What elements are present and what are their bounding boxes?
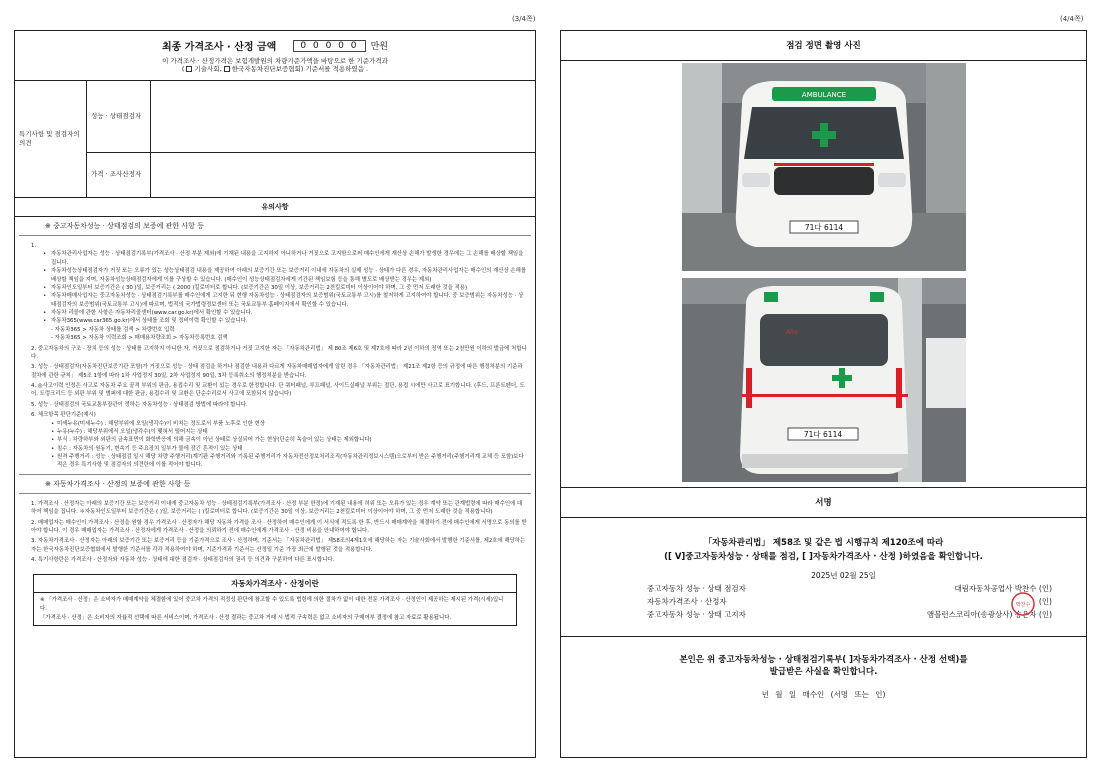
- opinion-label: 특기사항 및 점검자의 의견: [15, 81, 87, 197]
- sign-title: 서명: [561, 488, 1086, 518]
- final-desc-line1: 이 가격조사 · 산정가격은 보험개발원의 차량기준가액을 바탕으로 한 기준가격과: [162, 57, 388, 65]
- section1-sub: - 자동차365 > 자동차 상태를 검색 > 차량번호 입력: [51, 326, 175, 333]
- statement-line2: ([ V]중고자동차성능 · 상태를 점검, [ ]자동차가격조사 · 산정 )하였음을 확인합니다.: [664, 552, 983, 562]
- photo-area: [561, 61, 1086, 488]
- section2-body: [15, 494, 535, 569]
- appraisal-line: 「가격조사 · 산정」은 소비자의 자율적 선택에 따른 서비스이며, 가격조사 · 산정 결과는 중고차 거래 시 법적 구속력은 없고 소비자의 구매여부 결정에 참고 자료로 활용됩니다.: [40, 614, 452, 621]
- section2-item-3: 3. 자동차가격조사 · 산정자는 아래의 보증기간 또는 보증거리 등을 기준가격으로 조사 · 산정하며, 기준서는 「자동차관리법」 제58조의4제1호에 해당하는 자는 기술사회에서 발행한 기준서를, 제2호에 해당하는 자는 한국자동차진단보증협회에서 발행한 기준서를 각각 적용하여야 하며, 기준가격과 기준서는 산정일 기준 가장 최근에 발행된 것을 적용합니다.: [31, 538, 526, 553]
- section1-item-2: 2. 중고자동차의 구조 · 장치 등의 성능 · 상태를 고지하지 아니한 자, 거짓으로 점검하거나 거짓 고지한 자는 「자동차관리법」 제 80조 제6호 및 제7호에 따라 2년 이하의 징역 또는 2천만원 이하의 벌금에 처합니다.: [31, 345, 527, 360]
- amount-field[interactable]: 0 0 0 0 0: [293, 40, 365, 52]
- divider: [561, 636, 1086, 637]
- inspector-label: 성능 · 상태점검자: [87, 81, 151, 152]
- option-tech-label: 기술사회: [194, 65, 220, 74]
- statement-line1: 「자동차관리법」 제58조 및 같은 법 시행규칙 제120조에 따라: [703, 538, 944, 548]
- section1-bullet: • 자동차관리사업자는 성능 · 상태점검기록부(가격조사 · 산정 부분 제외)에 기재된 내용을 고지하지 아니하거나 거짓으로 고지함으로써 매수인에게 재산상 손해가 발생한 경우에는 그 손해를 배상할 책임을 집니다.: [31, 250, 527, 267]
- appraisal-box: [33, 574, 517, 626]
- section1-sub: - 자동차365 > 자동차 이력조회 > 매매용차량조회 > 자동차등록번호 검색: [51, 335, 228, 342]
- confirm-line2: 발급받은 사실을 확인합니다.: [769, 666, 878, 677]
- appraisal-line: ※ 「가격조사 · 산정」은 소비자가 매매계약을 체결함에 있어 중고차 가격의 적정성 판단에 참고할 수 있도록 법령에 의한 절차가 없이 대한 전문 가격조사 · 산정인이 제공하는 제시된 가격(시세)입니다.: [40, 597, 504, 613]
- signer-row-inspector: [561, 583, 1086, 594]
- checkbox-association[interactable]: [224, 66, 230, 72]
- right-page: [560, 30, 1087, 758]
- inspector-opinion-field[interactable]: [151, 81, 535, 152]
- section1-body: [15, 236, 535, 474]
- rear-plate-text: 71다 6114: [803, 430, 843, 439]
- signer-value[interactable]: 대림자동차공업사 박찬수 (인): [954, 584, 1052, 593]
- section2-item-1: 1. 가격조사 · 산정자는 아래의 보증기간 또는 보증거리 이내에 중고자동차 성능 · 상태점검기록부(가격조사 · 산정 부분 한정)에 기재된 내용에 허위 또는 오류가 있는 경우 계약 또는 관계법령에 따라 매수인에 대하여 책임을 집니다. ＊자동차인도일부터 보증기간은 ( )일, 보증거리는 ( )킬로미터로 합니다. (보증기간은 30일 이상, 보증거리는 2천킬로미터 이상이어야 하며, 그 중 먼저 도래한 것을 적용합니다): [31, 500, 523, 516]
- signer-label: 중고자동차 성능 · 상태 점검자: [647, 584, 746, 593]
- appraiser-opinion-field[interactable]: [151, 153, 535, 197]
- final-description: 이 가격조사 · 산정가격은 보험개발원의 차량기준가액을 바탕으로 한 기준가격과 ( 기술사회, 한국자동차진단보증협회) 기준서를 적용하였음 .: [15, 57, 535, 74]
- photo-title: 점검 정면 촬영 사진: [561, 31, 1086, 61]
- section2-item-2: 2. 매매업자는 매수인이 가격조사 · 산정을 원할 경우 가격조사 · 산정자가 해당 자동차 가격을 조사 · 산정하여 매수인에게 이 서식에 적도록 한 후, 반드시 매매계약을 체결하기 전에 매수인에게 서명으로 동의를 받아야 합니다. 이 경우 매매업자는 가격조사 · 산정자에게 가격조사 · 산정을 의뢰하기 전에 매수인에게 가격조사 · 산정 비용을 안내하여야 합니다.: [31, 519, 527, 534]
- criteria-item: • 누유(누수) : 해당부위에서 오일(냉각수)이 맺혀서 떨어지는 상태: [31, 428, 527, 436]
- section1-bullet: • 자동차 리콜에 관한 사항은 자동차리콜센터(www.car.go.kr)에서 확인할 수 있습니다.: [31, 309, 527, 317]
- seal-stamp-icon: [1010, 591, 1036, 617]
- ambulance-rear-photo: [682, 278, 966, 482]
- section2-title: ※ 자동차가격조사 · 산정의 보증에 관한 사항 등: [19, 474, 531, 494]
- buyer-sign-line[interactable]: 년 월 일 매수인 (서명 또는 인): [761, 689, 886, 699]
- signer-row-notifier: [561, 609, 1086, 620]
- final-amount-title: 최종 가격조사 · 산정 금액: [162, 42, 277, 53]
- criteria-item: • 미세누유(미세누수) : 해당부위에 오일(냉각수)이 비치는 정도로서 부품 노후로 인한 현상: [31, 420, 527, 428]
- final-amount-section: [15, 31, 535, 81]
- appraiser-label: 가격 · 조사산정자: [87, 153, 151, 197]
- section1-item-5: 5. 성능 · 상태점검의 국토교통부장관이 정하는 자동차성능 · 상태점검 방법에 따라야 합니다.: [31, 401, 248, 408]
- section1-title: ※ 중고자동차성능 · 상태점검의 보증에 관한 사항 등: [19, 217, 531, 236]
- signer-value[interactable]: 앰블런스코리아(송광상사) 송은자 (인): [926, 610, 1052, 619]
- section1-item-3: 3. 성능 · 상태점검자(자동차진단보증기관 포함)가 거짓으로 성능 · 상태 점검을 하거나 점검한 내용과 다르게 자동차매매업자에게 알린 경우 「자동차관리법」 제21조 제2항 등의 규정에 따른 행정처분의 기준과 절차에 관한 규칙」 제5조 1항에 따라 1차 사업정지 30일, 2차 사업정지 90일, 3차 등록취소의 행정처분을 받습니다.: [31, 364, 523, 379]
- section1-bullet: • 자동차365(www.car365.go.kr)에서 상태를 조회 및 정비이력 확인할 수 있습니다.: [31, 317, 527, 325]
- option-association-label: 한국자동차진단보증협회: [231, 65, 301, 74]
- signer-value[interactable]: (인): [1038, 597, 1052, 606]
- checkbox-tech[interactable]: [186, 66, 192, 72]
- left-page: [14, 30, 536, 758]
- buyer-confirmation: [561, 655, 1086, 679]
- opinion-table: [15, 81, 535, 198]
- ambulance-front-photo: [682, 63, 966, 271]
- appraisal-title: 자동차가격조사 · 산정이란: [34, 575, 516, 593]
- section1-item-6: 6. 체크항목 판단기준(예시): [31, 412, 96, 419]
- page-number-left: (3/4쪽): [512, 15, 536, 23]
- section1-bullet: • 자동차인도일부터 보증기간은 ( 30 )일, 보증거리는 ( 2000 )킬로미터로 합니다. (보증기간은 30일 이상, 보증거리는 2천킬로미터 이상이어야 하며, 그 중 먼저 도래한 것을 적용): [31, 284, 527, 292]
- signer-label: 중고자동차 성능 · 상태 고지자: [647, 610, 746, 619]
- section1-bullet: • 자동차성능상태점검자가 거짓 또는 오류가 있는 성능상태점검 내용을 제공하여 아래의 보증기간 또는 보증거리 이내에 자동차의 실제 성능 · 상태가 다른 경우, 자동차관리사업자는 매수인의 재산상 손해를 배상할 책임을 지며, 자동차성능상태점검자에게 이를 구상할 수 있습니다. (매수인이 성능상태점검자에게 기간된 책임보험 등을 통해 별도로 배상받는 경우는 제외): [31, 267, 527, 284]
- sign-date: 2025년 02월 25일: [811, 571, 876, 580]
- section1-item-4: 4. ◎사고이력 인정은 사고로 자동차 주요 골격 부위의 판금, 용접수리 및 교환이 있는 경우로 한정합니다. 단 쿼터패널, 루프패널, 사이드실패널 부위는 절단, 용접 시에만 사고로 표기합니다. (후드, 프론트펜더, 도어, 트렁크리드 등 외판 부위 및 범퍼에 대한 판금, 용접수리 및 교환은 단순수리로서 사고에 포함되지 않습니다): [31, 383, 525, 398]
- criteria-item: • 원격 주행거리 : 성능 · 상태점검 일시 해당 차량 주행거리(계기판 주행거리와 기록된 주행거리가 자동차전산정보처리조직(자동차관리정보시스템)으로부터 받은 주행거리(주행거리계 교체 등 포함)보다 적은 경우 특기사항 및 점검자의 의견란에 이를 적어야 합니다.: [31, 453, 527, 470]
- signer-row-appraiser: [561, 596, 1086, 607]
- section1-item-1: 1.: [31, 243, 37, 249]
- final-desc-suffix: ) 기준서를 적용하였음 .: [300, 65, 369, 74]
- stamp-text: 박찬수: [1015, 602, 1031, 608]
- section1-bullet: • 자동차매매사업자는 중고자동차성능 · 상태점검기록부를 매수인에게 고지한 뒤 현행 자동차성능 · 상태점검자의 보증범위(국토교통부 고시)를 철저하게 고지하여야 합니다. 중 보증범위는 자동차성능 · 상태점검자의 보증범위(국토교통부 고시)에 따르며, 법적의 국가법령정보센터 또는 국토교통부 홈페이지에서 확인할 수 있습니다.: [31, 292, 527, 309]
- amount-unit: 만원: [370, 42, 388, 52]
- front-plate-text: 71다 6114: [804, 223, 844, 232]
- criteria-item: • 부식 : 차량하부와 외판의 금속표면이 화학반응에 의해 금속이 아닌 상태로 상실되어 가는 현상(단순히 녹슬어 있는 상태는 제외합니다): [31, 436, 527, 444]
- rear-sticker: Allo: [786, 329, 798, 336]
- sign-section: [561, 518, 1086, 700]
- page-number-right: (4/4쪽): [1060, 15, 1084, 23]
- section2-item-4: 4. 특기사항란은 가격조사 · 산정자와 자동차 성능 · 상태에 대한 점검자 · 상태점검자의 권리 등 의견과 구분하여 다른 표시합니다.: [31, 557, 335, 563]
- notice-title: 유의사항: [15, 198, 535, 217]
- criteria-item: • 침수 : 자동차의 원동기, 변속기 등 주요장치 일부가 물에 잠긴 흔적이 있는 상태: [31, 445, 527, 453]
- confirm-line1: 본인은 위 중고자동차성능 · 상태점검기록부( ]자동차가격조사 · 산정 선택)를: [679, 655, 968, 665]
- signer-label: 자동차가격조사 · 산정자: [647, 597, 727, 606]
- ambulance-sign-text: AMBULANCE: [801, 91, 847, 99]
